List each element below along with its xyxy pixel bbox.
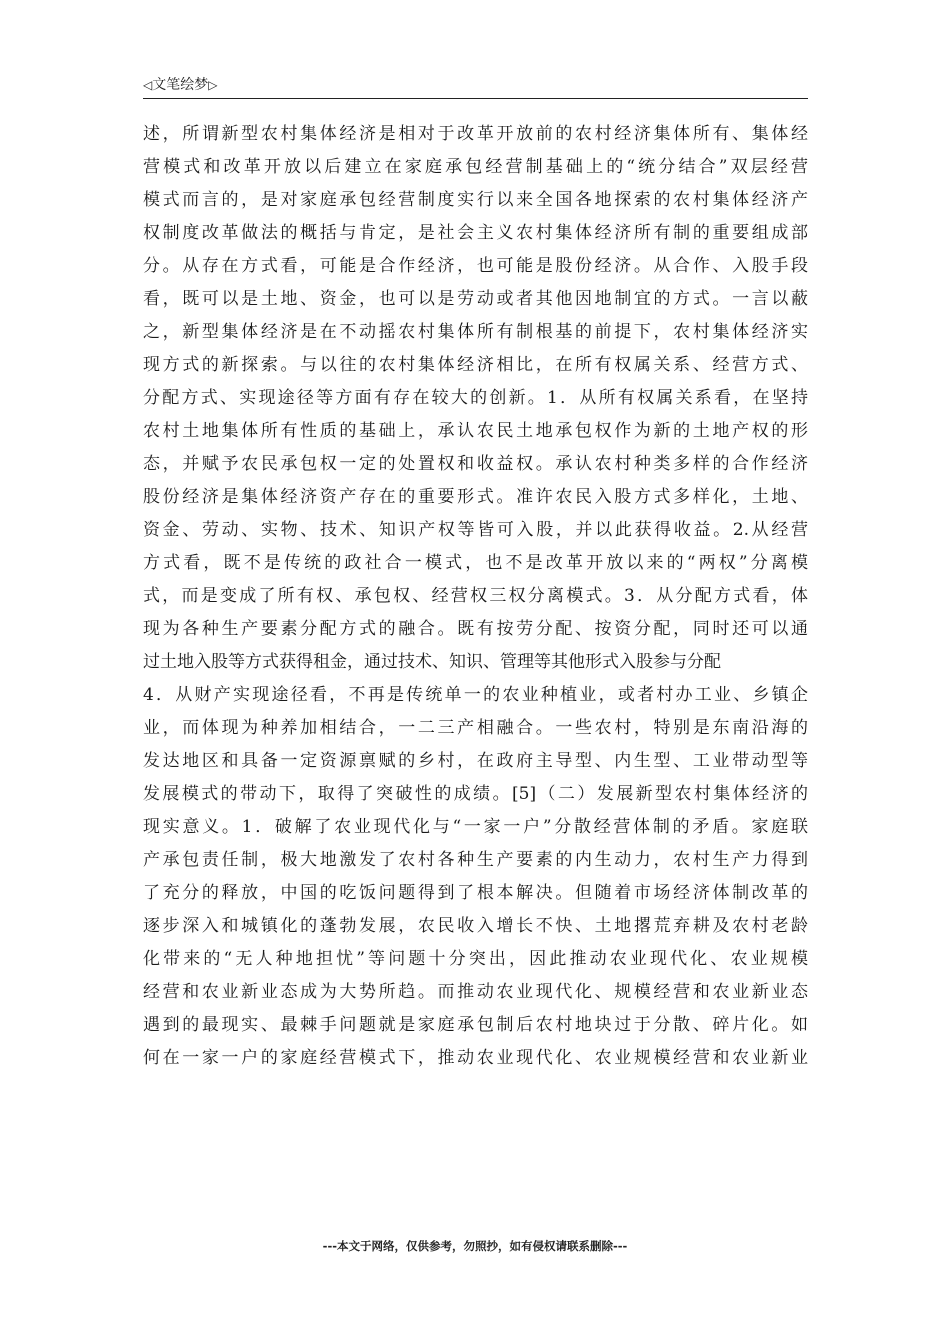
text-line: 遇到的最现实、最棘手问题就是家庭承包制后农村地块过于分散、碎片化。如 [143,1015,808,1035]
text-line: 权制度改革做法的概括与肯定，是社会主义农村集体经济所有制的重要组成部 [143,223,808,243]
text-line: 过土地入股等方式获得租金，通过技术、知识、管理等其他形式入股参与分配 [143,652,721,672]
text-line: 态，并赋予农民承包权一定的处置权和收益权。承认农村种类多样的合作经济 [143,454,808,474]
text-line: 式，而是变成了所有权、承包权、经营权三权分离模式。3．从分配方式看，体 [143,586,808,606]
text-line: 产承包责任制，极大地激发了农村各种生产要素的内生动力，农村生产力得到 [143,850,808,870]
text-line: 化带来的“无人种地担忧”等问题十分突出，因此推动农业现代化、农业规模 [143,949,808,969]
body-text [143,118,808,1075]
text-line: 现方式的新探索。与以往的农村集体经济相比，在所有权属关系、经营方式、 [143,355,808,375]
text-line: 4．从财产实现途径看，不再是传统单一的农业种植业，或者村办工业、乡镇企 [143,685,808,705]
text-line: 分配方式、实现途径等方面有存在较大的创新。1．从所有权属关系看，在坚持 [143,388,808,408]
text-line: 之，新型集体经济是在不动摇农村集体所有制根基的前提下，农村集体经济实 [143,322,808,342]
text-line: 现实意义。1．破解了农业现代化与“一家一户”分散经营体制的矛盾。家庭联 [143,817,808,837]
text-line: 现为各种生产要素分配方式的融合。既有按劳分配、按资分配，同时还可以通 [143,619,808,639]
text-line: 营模式和改革开放以后建立在家庭承包经营制基础上的“统分结合”双层经营 [143,157,808,177]
text-line: 发达地区和具备一定资源禀赋的乡村，在政府主导型、内生型、工业带动型等 [143,751,808,771]
text-line: 分。从存在方式看，可能是合作经济，也可能是股份经济。从合作、入股手段 [143,256,808,276]
text-line: 农村土地集体所有性质的基础上，承认农民土地承包权作为新的土地产权的形 [143,421,808,441]
text-line: 何在一家一户的家庭经营模式下，推动农业现代化、农业规模经营和农业新业 [143,1048,808,1068]
left-triangle-icon: ◁ [143,78,153,92]
page-header [143,74,808,99]
right-triangle-icon: ▷ [208,78,218,92]
text-line: 业，而体现为种养加相结合，一二三产相融合。一些农村，特别是东南沿海的 [143,718,808,738]
text-line: 资金、劳动、实物、技术、知识产权等皆可入股，并以此获得收益。2.从经营 [143,520,808,540]
text-line: 经营和农业新业态成为大势所趋。而推动农业现代化、规模经营和农业新业态 [143,982,808,1002]
text-line: 发展模式的带动下，取得了突破性的成绩。[5]（二）发展新型农村集体经济的 [143,784,808,804]
text-line: 股份经济是集体经济资产存在的重要形式。准许农民入股方式多样化，土地、 [143,487,808,507]
text-line: 看，既可以是土地、资金，也可以是劳动或者其他因地制宜的方式。一言以蔽 [143,289,808,309]
text-line: 了充分的释放，中国的吃饭问题得到了根本解决。但随着市场经济体制改革的 [143,883,808,903]
text-line: 模式而言的，是对家庭承包经营制度实行以来全国各地探索的农村集体经济产 [143,190,808,210]
header-title: 文笔绘梦 [152,77,209,93]
text-line: 述，所谓新型农村集体经济是相对于改革开放前的农村经济集体所有、集体经 [143,124,808,144]
text-line: 方式看，既不是传统的政社合一模式，也不是改革开放以来的“两权”分离模 [143,553,808,573]
page-footer-disclaimer: ---本文于网络，仅供参考，勿照抄，如有侵权请联系删除--- [322,1239,628,1253]
text-line: 逐步深入和城镇化的蓬勃发展，农民收入增长不快、土地撂荒弃耕及农村老龄 [143,916,808,936]
